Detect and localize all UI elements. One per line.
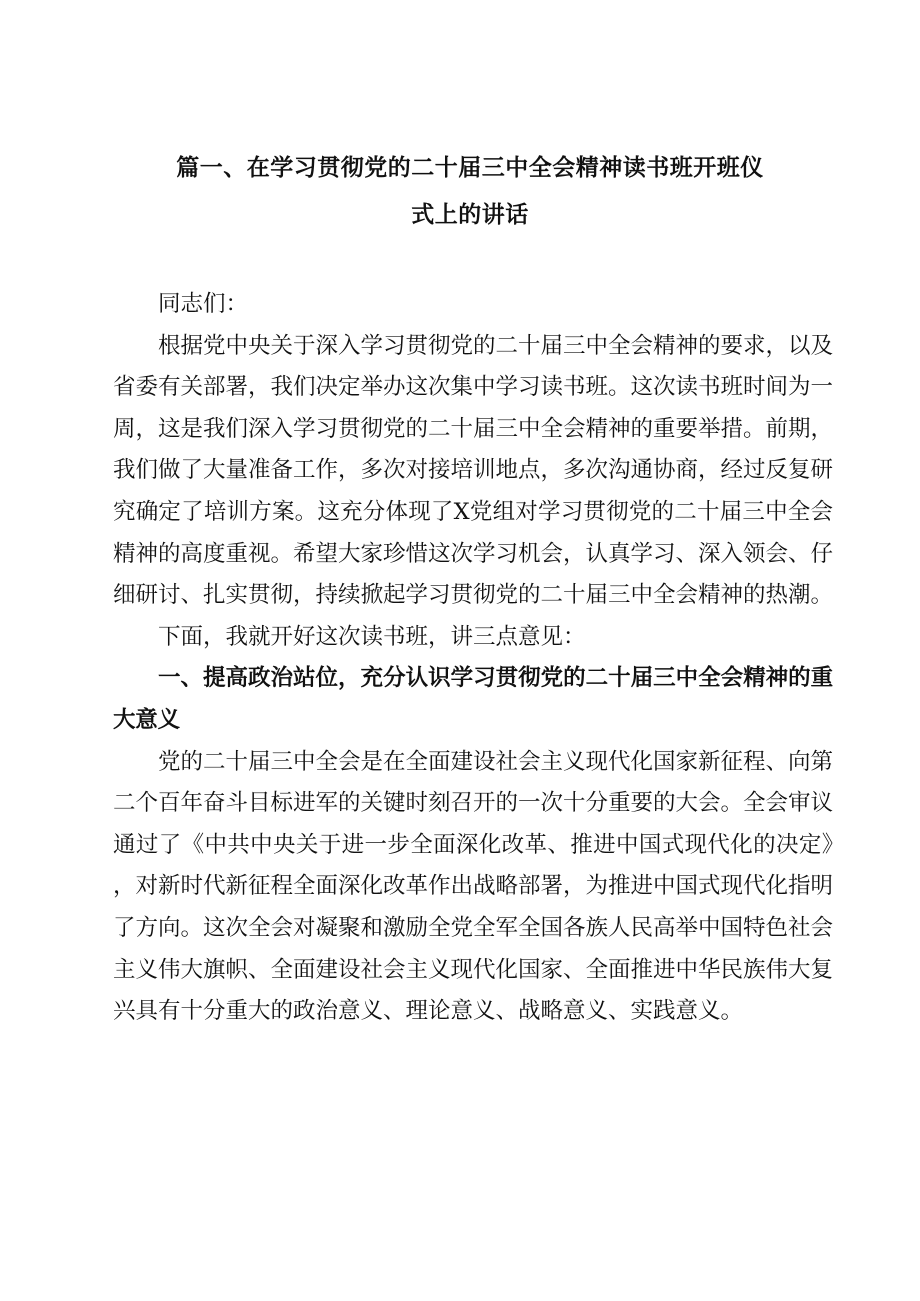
intro-paragraph: 根据党中央关于深入学习贯彻党的二十届三中全会精神的要求，以及省委有关部署，我们决定举办这次集中学习读书班。这次读书班时间为一周，这是我们深入学习贯彻党的二十届三中全会精神的重要举措。前期，我们做了大量准备工作，多次对接培训地点，多次沟通协商，经过反复研究确定了培训方案。这充分体现了X党组对学习贯彻党的二十届三中全会精神的高度重视。希望大家珍惜这次学习机会，认真学习、深入领会、仔细研讨、扎实贯彻，持续掀起学习贯彻党的二十届三中全会精神的热潮。 [113,332,834,609]
document-title-line-1: 篇一、在学习贯彻党的二十届三中全会精神读书班开班仪 [176,155,764,181]
document-body [113,284,833,1033]
section-heading: 一、提高政治站位，充分认识学习贯彻党的二十届三中全会精神的重大意义 [113,665,833,733]
section-paragraph: 党的二十届三中全会是在全面建设社会主义现代化国家新征程、向第二个百年奋斗目标进军的关键时刻召开的一次十分重要的大会。全会审议通过了《中共中央关于进一步全面深化改革、推进中国式现代化的决定》，对新时代新征程全面深化改革作出战略部署，为推进中国式现代化指明了方向。这次全会对凝聚和激励全党全军全国各族人民高举中国特色社会主义伟大旗帜、全面建设社会主义现代化国家、全面推进中华民族伟大复兴具有十分重大的政治意义、理论意义、战略意义、实践意义。 [113,748,834,1025]
salutation: 同志们： [158,291,249,317]
transition-paragraph: 下面，我就开好这次读书班，讲三点意见： [158,623,586,650]
document-title-line-2: 式上的讲话 [411,202,529,228]
